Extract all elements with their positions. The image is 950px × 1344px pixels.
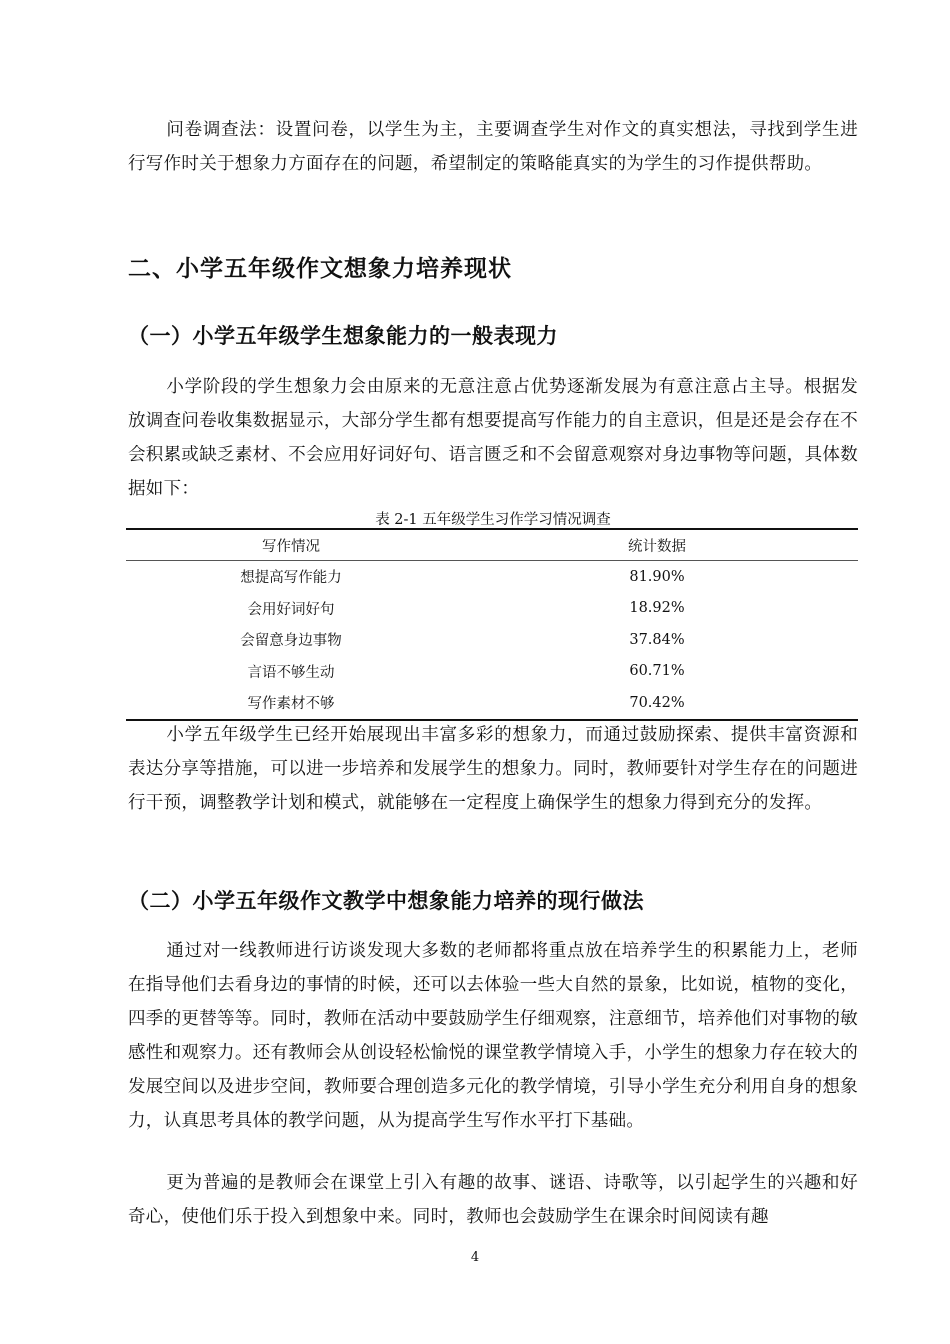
table-cell-value: 37.84%	[629, 631, 685, 648]
subsection1-paragraph2-text: 小学五年级学生已经开始展现出丰富多彩的想象力，而通过鼓励探索、提供丰富资源和表达分享等措施，可以进一步培养和发展学生的想象力。同时，教师要针对学生存在的问题进行干预，调整教学计划和模式，就能够在一定程度上确保学生的想象力得到充分的发挥。	[128, 725, 858, 813]
table-row	[126, 624, 858, 656]
page-number: 4	[470, 1250, 480, 1265]
table-cell-item: 写作素材不够	[247, 696, 335, 713]
subsection1-paragraph1-text: 小学阶段的学生想象力会由原来的无意注意占优势逐渐发展为有意注意占主导。根据发放调查问卷收集数据显示，大部分学生都有想要提高写作能力的自主意识，但是还是会存在不会积累或缺乏素材、不会应用好词好句、语言匮乏和不会留意观察对身边事物等问题，具体数据如下：	[128, 377, 858, 499]
table-cell-item: 会用好词好句	[247, 601, 335, 618]
table-cell-item: 言语不够生动	[247, 664, 335, 681]
subsection1-paragraph1	[128, 370, 858, 506]
table-cell-value: 18.92%	[629, 600, 685, 617]
table-cell-item: 想提高写作能力	[240, 570, 342, 587]
section-heading: 二、小学五年级作文想象力培养现状	[128, 256, 512, 282]
header-statistics: 统计数据	[456, 529, 858, 561]
table-cell-value: 60.71%	[629, 663, 685, 680]
subsection2-paragraph1	[128, 934, 858, 1138]
intro-paragraph-text: 问卷调查法：设置问卷，以学生为主，主要调查学生对作文的真实想法，寻找到学生进行写作时关于想象力方面存在的问题，希望制定的策略能真实的为学生的习作提供帮助。	[128, 120, 858, 174]
table-row	[126, 687, 858, 720]
intro-paragraph	[128, 113, 858, 181]
table-cell-value: 81.90%	[629, 568, 685, 585]
subsection1-heading: （一）小学五年级学生想象能力的一般表现力	[128, 324, 558, 348]
header-writing-situation: 写作情况	[126, 529, 456, 561]
subsection1-paragraph2	[128, 718, 858, 820]
survey-table	[126, 528, 858, 721]
subsection2-heading: （二）小学五年级作文教学中想象能力培养的现行做法	[128, 889, 644, 913]
subsection2-paragraph2	[128, 1166, 858, 1234]
table-cell-value: 70.42%	[629, 694, 685, 711]
subsection2-paragraph2-text: 更为普遍的是教师会在课堂上引入有趣的故事、谜语、诗歌等，以引起学生的兴趣和好奇心，使他们乐于投入到想象中来。同时，教师也会鼓励学生在课余时间阅读有趣	[128, 1173, 858, 1227]
table-header-row	[126, 529, 858, 561]
subsection2-paragraph1-text: 通过对一线教师进行访谈发现大多数的老师都将重点放在培养学生的积累能力上，老师在指导他们去看身边的事情的时候，还可以去体验一些大自然的景象，比如说，植物的变化，四季的更替等等。同时，教师在活动中要鼓励学生仔细观察，注意细节，培养他们对事物的敏感性和观察力。还有教师会从创设轻松愉悦的课堂教学情境入手，小学生的想象力存在较大的发展空间以及进步空间，教师要合理创造多元化的教学情境，引导小学生充分利用自身的想象力，认真思考具体的教学问题，从为提高学生写作水平打下基础。	[128, 941, 858, 1131]
table-cell-item: 会留意身边事物	[240, 633, 342, 650]
table-row	[126, 656, 858, 688]
table-row	[126, 561, 858, 593]
table-caption: 表 2-1 五年级学生习作学习情况调查	[375, 512, 611, 528]
table-row	[126, 593, 858, 625]
